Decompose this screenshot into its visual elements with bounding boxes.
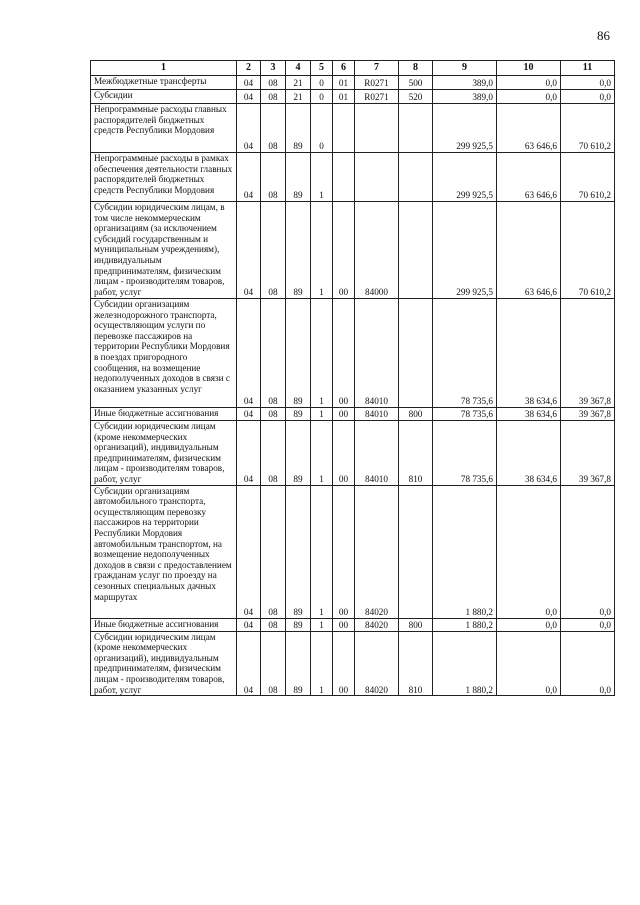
header-col-9: 9 (433, 61, 497, 76)
table-row (91, 618, 615, 631)
code-section: 04 (237, 153, 261, 202)
code-direction: 84020 (355, 618, 399, 631)
code-expense-type (399, 299, 433, 408)
code-direction (355, 104, 399, 153)
code-expense-type (399, 485, 433, 618)
code-expense-type: 810 (399, 421, 433, 486)
row-name: Субсидии юридическим лицам (кроме некоммерческих организаций), индивидуальным предпринимателям, физическим лицам - производителям товаров, работ, услуг (91, 631, 237, 696)
code-section: 04 (237, 618, 261, 631)
amount-col-10: 38 634,6 (497, 408, 561, 421)
table-row (91, 90, 615, 104)
amount-col-11: 0,0 (561, 76, 615, 90)
code-program: 21 (286, 90, 311, 104)
row-name: Субсидии организациям автомобильного транспорта, осуществляющим перевозку пассажиров на территории Республики Мордовия автомобильным транспортом, на возмещение недополученных доходов в связи с предоставлением гражданам услуг по проезду на сезонных специальных дачных маршрутах (91, 485, 237, 618)
code-subprogram: 0 (311, 90, 333, 104)
amount-col-9: 78 735,6 (433, 421, 497, 486)
amount-col-10: 0,0 (497, 90, 561, 104)
amount-col-11: 70 610,2 (561, 104, 615, 153)
row-name: Непрограммные расходы главных распорядителей бюджетных средств Республики Мордовия (91, 104, 237, 153)
amount-col-11: 39 367,8 (561, 299, 615, 408)
page-number: 86 (597, 28, 610, 43)
amount-col-10: 63 646,6 (497, 202, 561, 299)
amount-col-9: 299 925,5 (433, 104, 497, 153)
code-direction: 84010 (355, 421, 399, 486)
code-subsection: 08 (261, 90, 286, 104)
code-subprogram: 1 (311, 153, 333, 202)
code-direction: R0271 (355, 90, 399, 104)
table-row (91, 299, 615, 408)
code-section: 04 (237, 90, 261, 104)
amount-col-11: 70 610,2 (561, 202, 615, 299)
header-col-6: 6 (333, 61, 355, 76)
code-subsection: 08 (261, 202, 286, 299)
amount-col-9: 1 880,2 (433, 618, 497, 631)
code-subprogram: 1 (311, 485, 333, 618)
code-subprogram: 1 (311, 631, 333, 696)
amount-col-10: 0,0 (497, 76, 561, 90)
code-subsection: 08 (261, 299, 286, 408)
row-name: Субсидии (91, 90, 237, 104)
code-event: 01 (333, 76, 355, 90)
code-program: 89 (286, 153, 311, 202)
table-header-row (91, 61, 615, 76)
budget-table (90, 60, 615, 696)
header-col-2: 2 (237, 61, 261, 76)
amount-col-10: 38 634,6 (497, 299, 561, 408)
code-event: 00 (333, 408, 355, 421)
code-direction: 84020 (355, 485, 399, 618)
code-subsection: 08 (261, 153, 286, 202)
code-subprogram: 0 (311, 76, 333, 90)
code-section: 04 (237, 631, 261, 696)
code-direction: 84010 (355, 408, 399, 421)
code-expense-type (399, 104, 433, 153)
header-col-3: 3 (261, 61, 286, 76)
code-section: 04 (237, 408, 261, 421)
code-expense-type: 810 (399, 631, 433, 696)
table-body (91, 76, 615, 696)
code-subprogram: 0 (311, 104, 333, 153)
code-event: 00 (333, 618, 355, 631)
code-event: 00 (333, 202, 355, 299)
row-name: Субсидии юридическим лицам (кроме некоммерческих организаций), индивидуальным предпринимателям, физическим лицам - производителям товаров, работ, услуг (91, 421, 237, 486)
amount-col-9: 1 880,2 (433, 631, 497, 696)
code-event: 00 (333, 631, 355, 696)
header-col-11: 11 (561, 61, 615, 76)
code-subprogram: 1 (311, 421, 333, 486)
amount-col-9: 389,0 (433, 76, 497, 90)
code-program: 89 (286, 202, 311, 299)
amount-col-11: 70 610,2 (561, 153, 615, 202)
amount-col-10: 0,0 (497, 618, 561, 631)
code-section: 04 (237, 485, 261, 618)
row-name: Субсидии юридическим лицам, в том числе некоммерческим организациям (за исключением субсидий государственным и муниципальным учреждениям), индивидуальным предпринимателям, физическим лицам - производителям товаров, работ, услуг (91, 202, 237, 299)
code-program: 89 (286, 485, 311, 618)
code-section: 04 (237, 202, 261, 299)
code-direction: 84000 (355, 202, 399, 299)
code-event: 01 (333, 90, 355, 104)
code-program: 89 (286, 104, 311, 153)
code-event: 00 (333, 299, 355, 408)
code-subprogram: 1 (311, 299, 333, 408)
amount-col-9: 299 925,5 (433, 153, 497, 202)
amount-col-11: 39 367,8 (561, 408, 615, 421)
amount-col-9: 1 880,2 (433, 485, 497, 618)
code-subsection: 08 (261, 104, 286, 153)
code-program: 89 (286, 421, 311, 486)
amount-col-10: 0,0 (497, 485, 561, 618)
code-program: 89 (286, 631, 311, 696)
code-program: 21 (286, 76, 311, 90)
table-row (91, 485, 615, 618)
code-direction: 84020 (355, 631, 399, 696)
code-section: 04 (237, 421, 261, 486)
header-col-4: 4 (286, 61, 311, 76)
amount-col-11: 0,0 (561, 618, 615, 631)
code-direction: 84010 (355, 299, 399, 408)
header-col-7: 7 (355, 61, 399, 76)
code-program: 89 (286, 299, 311, 408)
code-event: 00 (333, 421, 355, 486)
table-row (91, 153, 615, 202)
code-section: 04 (237, 299, 261, 408)
header-col-1: 1 (91, 61, 237, 76)
code-expense-type (399, 153, 433, 202)
code-subprogram: 1 (311, 618, 333, 631)
code-expense-type: 520 (399, 90, 433, 104)
code-subsection: 08 (261, 631, 286, 696)
code-direction (355, 153, 399, 202)
table-row (91, 408, 615, 421)
row-name: Иные бюджетные ассигнования (91, 618, 237, 631)
code-expense-type: 800 (399, 408, 433, 421)
row-name: Межбюджетные трансферты (91, 76, 237, 90)
code-expense-type: 500 (399, 76, 433, 90)
table-row (91, 76, 615, 90)
amount-col-10: 38 634,6 (497, 421, 561, 486)
code-event (333, 104, 355, 153)
code-direction: R0271 (355, 76, 399, 90)
header-col-8: 8 (399, 61, 433, 76)
code-expense-type: 800 (399, 618, 433, 631)
code-subsection: 08 (261, 618, 286, 631)
amount-col-10: 63 646,6 (497, 153, 561, 202)
amount-col-11: 0,0 (561, 485, 615, 618)
table-row (91, 631, 615, 696)
row-name: Непрограммные расходы в рамках обеспечения деятельности главных распорядителей бюджетных средств Республики Мордовия (91, 153, 237, 202)
code-subsection: 08 (261, 76, 286, 90)
header-col-5: 5 (311, 61, 333, 76)
amount-col-10: 0,0 (497, 631, 561, 696)
code-event (333, 153, 355, 202)
code-subsection: 08 (261, 408, 286, 421)
header-col-10: 10 (497, 61, 561, 76)
code-expense-type (399, 202, 433, 299)
amount-col-11: 0,0 (561, 631, 615, 696)
code-program: 89 (286, 618, 311, 631)
code-program: 89 (286, 408, 311, 421)
code-event: 00 (333, 485, 355, 618)
code-section: 04 (237, 104, 261, 153)
code-subsection: 08 (261, 485, 286, 618)
amount-col-9: 299 925,5 (433, 202, 497, 299)
row-name: Субсидии организациям железнодорожного транспорта, осуществляющим услуги по перевозке пассажиров на территории Республики Мордовия в поездах пригородного сообщения, на возмещение недополученных доходов в связи с оказанием указанных услуг (91, 299, 237, 408)
amount-col-11: 39 367,8 (561, 421, 615, 486)
row-name: Иные бюджетные ассигнования (91, 408, 237, 421)
amount-col-9: 78 735,6 (433, 299, 497, 408)
amount-col-10: 63 646,6 (497, 104, 561, 153)
code-section: 04 (237, 76, 261, 90)
table-row (91, 104, 615, 153)
code-subprogram: 1 (311, 202, 333, 299)
table-row (91, 421, 615, 486)
code-subprogram: 1 (311, 408, 333, 421)
table-row (91, 202, 615, 299)
code-subsection: 08 (261, 421, 286, 486)
amount-col-9: 78 735,6 (433, 408, 497, 421)
amount-col-9: 389,0 (433, 90, 497, 104)
amount-col-11: 0,0 (561, 90, 615, 104)
